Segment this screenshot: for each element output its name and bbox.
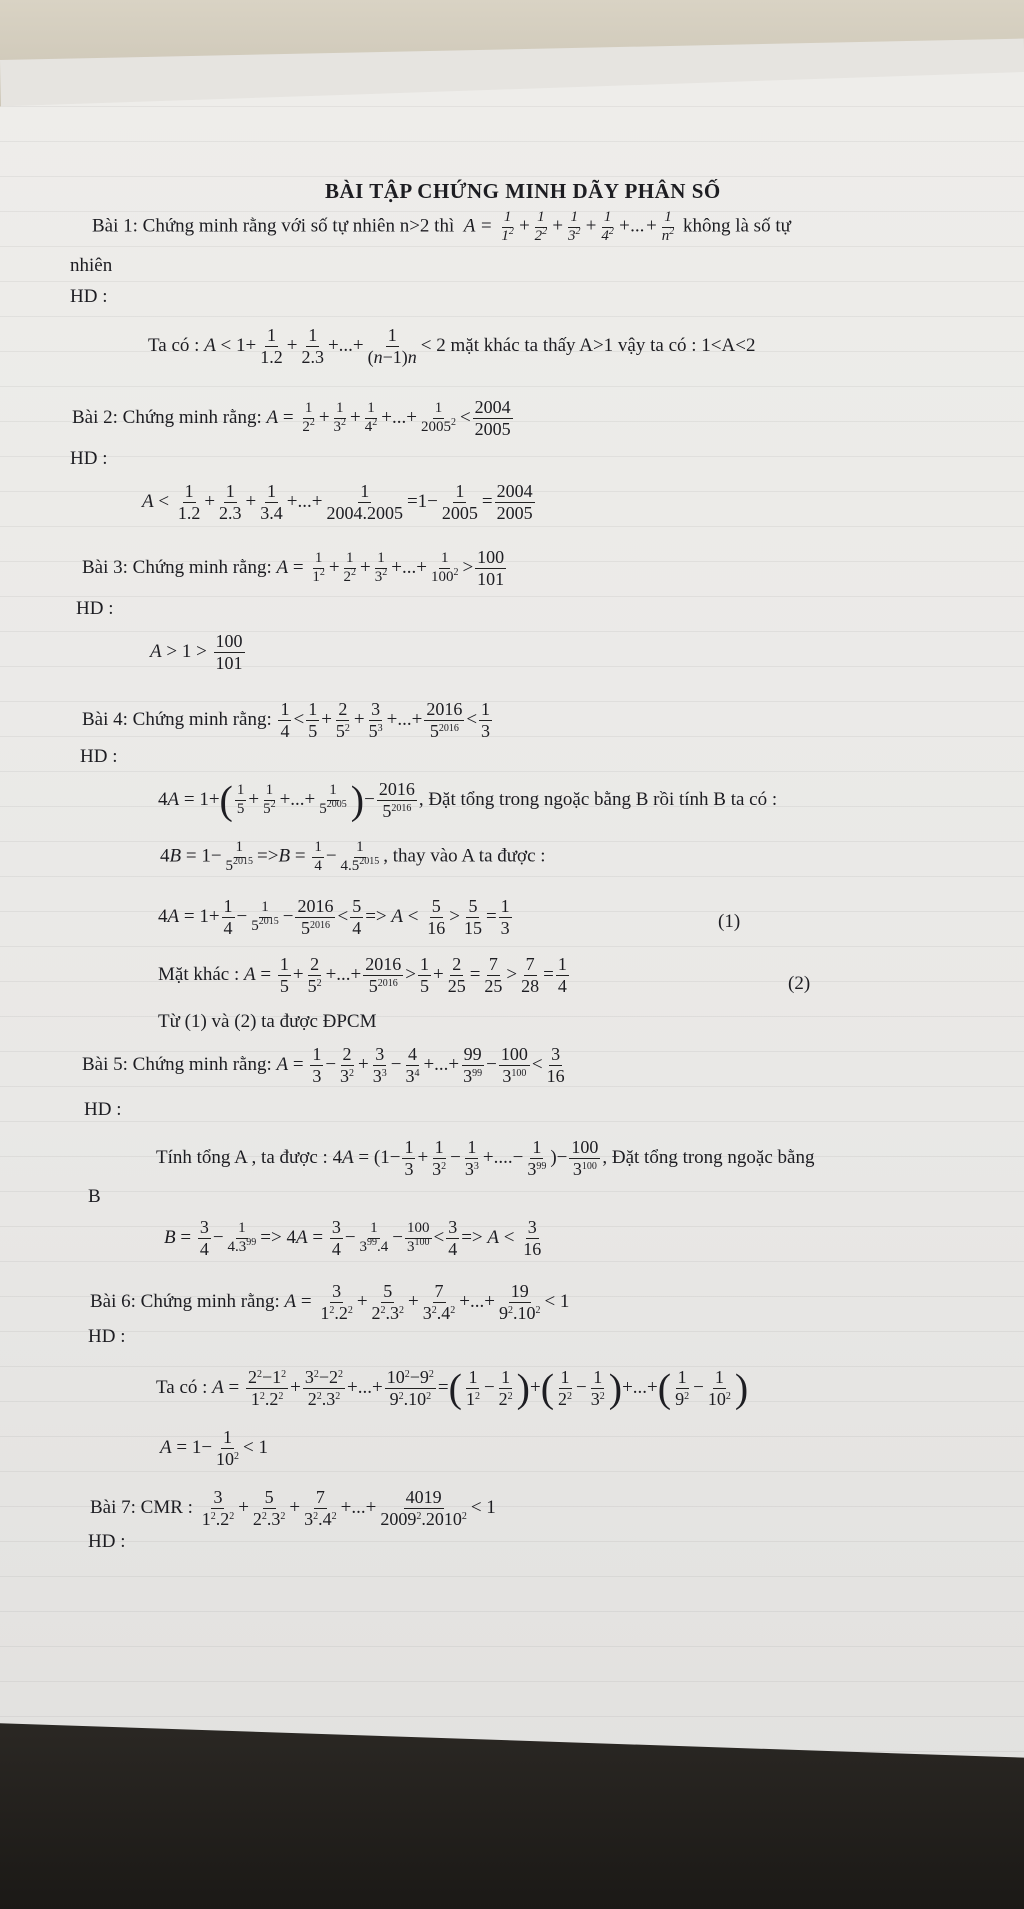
bai3-statement: Bài 3: Chứng minh rằng: A = $\frac{1}{1^2}$ + $\frac{1}{2^2}$ + $\frac{1}{3^2}$ +...+ $\frac{1}{100^2}$ > $\frac{100}{101}$ bbox=[82, 547, 505, 589]
bai5-hd: HD : bbox=[84, 1099, 122, 1120]
bai4-line4: Mặt khác : A = $\frac{1}{5}$ + $\frac{2}{5^2}$ +...+ $\frac{2016}{5^{2016}}$ > $\frac{1}{5}$ + $\frac{2}{25}$ = $\frac{7}{25}$ > $\frac{7}{28}$ = $\frac{1}{4}$ bbox=[158, 954, 567, 996]
bai1-suffix: không là số tự bbox=[682, 215, 791, 237]
bai4-hd: HD : bbox=[80, 746, 118, 767]
bai2-statement: Bài 2: Chứng minh rằng: A = $\frac{1}{2^2}$ + $\frac{1}{3^2}$ + $\frac{1}{4^2}$ +...+ $\frac{1}{2005^2}$ < $\frac{2004}{2005}$ bbox=[72, 397, 511, 439]
bai1-label: Bài 1: Chứng minh rằng với số tự nhiên n>2 thì bbox=[92, 215, 455, 237]
bai1-solution: Ta có : A < 1+ $\frac{1}{1.2}$ + $\frac{1}{2.3}$ +...+ $\frac{1}{(n-1)n}$ < 2 mặt khác ta thấy A>1 vậy ta có : 1<A<2 bbox=[148, 325, 756, 367]
bai4-statement: Bài 4: Chứng minh rằng: $\frac{1}{4}$ < $\frac{1}{5}$ + $\frac{2}{5^2}$ + $\frac{3}{5^3}$ +...+ $\frac{2016}{5^{2016}}$ < $\frac{1}{3}$ bbox=[82, 699, 491, 741]
bai5-line1: Tính tổng A , ta được : 4A = (1− $\frac{1}{3}$ + $\frac{1}{3^2}$ − $\frac{1}{3^3}$ +....− $\frac{1}{3^{99}}$ )− $\frac{100}{3^{100}}$ , Đặt tổng trong ngoặc bằng bbox=[156, 1137, 815, 1179]
bai3-hd: HD : bbox=[76, 598, 114, 619]
bai1-continuation: nhiên bbox=[70, 255, 113, 276]
bai4-conclusion: Từ (1) và (2) ta được ĐPCM bbox=[158, 1011, 377, 1032]
bai5-statement: Bài 5: Chứng minh rằng: A = $\frac{1}{3}$ − $\frac{2}{3^2}$ + $\frac{3}{3^3}$ − $\frac{4}{3^4}$ +...+ $\frac{99}{3^{99}}$ − $\frac{100}{3^{100}}$ < $\frac{3}{16}$ bbox=[82, 1044, 565, 1086]
bai4-mark2: (2) bbox=[788, 973, 811, 994]
bai1-statement bbox=[92, 210, 791, 245]
bai4-line2: 4B = 1− $\frac{1}{5^{2015}}$ =>B = $\frac{1}{4}$ − $\frac{1}{4.5^{2015}}$ , thay vào A ta được : bbox=[160, 839, 546, 874]
bai6-hd: HD : bbox=[88, 1326, 126, 1347]
bai6-line1: Ta có : A = $\frac{2^2-1^2}{1^2.2^2}$ + $\frac{3^2-2^2}{2^2.3^2}$ +...+ $\frac{10^2-9^2}{9^2.10^2}$ =( $\frac{1}{1^2}$ − $\frac{1}{2^2}$ )+( $\frac{1}{2^2}$ − $\frac{1}{3^2}$ )+...+( $\frac{1}{9^2}$ − $\frac{1}{10^2}$ ) bbox=[156, 1365, 749, 1411]
bai5-line2: B = $\frac{3}{4}$ − $\frac{1}{4.3^{99}}$ => 4A = $\frac{3}{4}$ − $\frac{1}{3^{99}.4}$ − $\frac{100}{3^{100}}$ < $\frac{3}{4}$ => A < $\frac{3}{16}$ bbox=[164, 1217, 542, 1259]
bai6-line2: A = 1− $\frac{1}{10^2}$ < 1 bbox=[160, 1427, 269, 1469]
bai1-formula: A = $\frac{1}{1^2}$ + $\frac{1}{2^2}$ + $\frac{1}{3^2}$ + $\frac{1}{4^2}$ +...+ $\frac{1}{n^2}$ bbox=[458, 209, 675, 244]
bai6-statement: Bài 6: Chứng minh rằng: A = $\frac{3}{1^2.2^2}$ + $\frac{5}{2^2.3^2}$ + $\frac{7}{3^2.4^2}$ +...+ $\frac{19}{9^2.10^2}$ < 1 bbox=[90, 1281, 570, 1323]
bai3-solution: A > 1 > $\frac{100}{101}$ bbox=[150, 631, 243, 673]
page-title: BÀI TẬP CHỨNG MINH DÃY PHÂN SỐ bbox=[325, 179, 721, 203]
bai1-hd: HD : bbox=[70, 286, 108, 307]
bai4-line1: 4A = 1+( $\frac{1}{5}$ + $\frac{1}{5^2}$ +...+ $\frac{1}{5^{2005}}$ )− $\frac{2016}{5^{2016}}$ , Đặt tổng trong ngoặc bằng B rồi tính B ta có : bbox=[158, 777, 778, 823]
bai4-mark1: (1) bbox=[718, 911, 741, 932]
bai7-hd: HD : bbox=[88, 1531, 126, 1552]
bai7-statement: Bài 7: CMR : $\frac{3}{1^2.2^2}$ + $\frac{5}{2^2.3^2}$ + $\frac{7}{3^2.4^2}$ +...+ $\frac{4019}{2009^2.2010^2}$ < 1 bbox=[90, 1487, 496, 1529]
bai4-line3: 4A = 1+ $\frac{1}{4}$ − $\frac{1}{5^{2015}}$ − $\frac{2016}{5^{2016}}$ < $\frac{5}{4}$ => A < $\frac{5}{16}$ > $\frac{5}{15}$ = $\frac{1}{3}$ bbox=[158, 896, 510, 938]
bai2-hd: HD : bbox=[70, 448, 108, 469]
bai5-b: B bbox=[88, 1186, 101, 1207]
bai2-solution: A < $\frac{1}{1.2}$ + $\frac{1}{2.3}$ + $\frac{1}{3.4}$ +...+ $\frac{1}{2004.2005}$ =1− $\frac{1}{2005}$ = $\frac{2004}{2005}$ bbox=[142, 481, 533, 523]
